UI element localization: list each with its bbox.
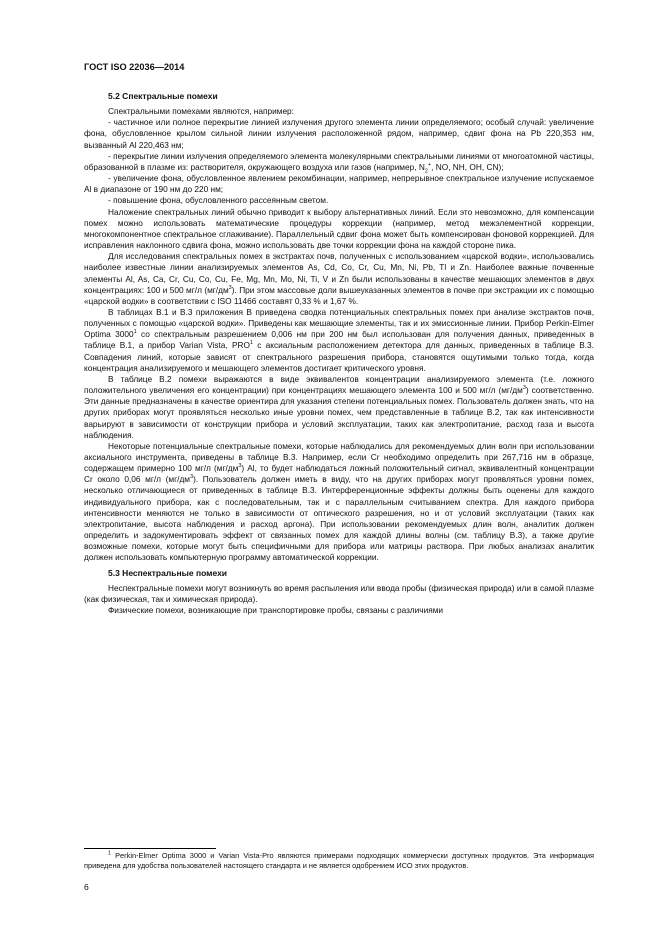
text-run: ). При этом массовые доли вышеуказанных элементов в почве при экстракции их с помощью «царской водки» в соответствии с ISO 11466 составят 0,33 % и 1,67 %. — [84, 284, 594, 306]
superscript: 3 — [238, 463, 242, 470]
subscript: 2 — [424, 168, 428, 175]
standard-header: ГОСТ ISO 22036—2014 — [84, 62, 185, 72]
paragraph: - увеличение фона, обусловленное явлением рекомбинации, например, непрерывное спектральное излучение испускаемое Al в диапазоне от 190 нм до 220 нм; — [84, 173, 594, 195]
paragraph: Неспектральные помехи могут возникнуть во время распыления или ввода пробы (физическая природа) или в самой плазме (как физическая, так и химическая природа). — [84, 582, 594, 604]
text-run: ) Al, то будет наблюдаться ложный положительный сигнал, эквивалентный концентрации Cr около 0,06 мг/л (мг/дм — [84, 463, 594, 485]
text-run: , NO, NH, OH, CN); — [431, 161, 504, 172]
text-run: В таблицах В.1 и В.3 приложения В приведена сводка потенциальных спектральных помех при анализе экстрактов почв, полученных с помощью «царской водки». Приведены как мешающие элементы, так и их эмиссионные линии. Прибор Perkin-Elmer Optima 3000 — [84, 306, 594, 340]
text-run: ) соответственно. Эти данные предназначены в качестве ориентира для указания степени потенциальных помех. Пользователь должен знать, что на других приборах могут проявляться несколько иные уровни помех, чем представленные в таблице В.2, так как интенсивности варьируют в зависимости от конструкции прибора и условий эксплуатации, таких как электропитание, расход газа и высота наблюдения. — [84, 385, 594, 440]
paragraph: - повышение фона, обусловленного рассеянным светом. — [108, 195, 329, 206]
footnote-divider — [84, 848, 216, 849]
paragraph — [84, 151, 594, 173]
paragraph — [84, 374, 594, 441]
paragraph: Физические помехи, возникающие при транспортировке пробы, связаны с различиями — [108, 605, 444, 616]
superscript: + — [427, 162, 432, 169]
main-content — [84, 91, 594, 616]
text-run: В таблице В.2 помехи выражаются в виде эквивалентов концентрации анализируемого элемента (т.е. ложного положительного увеличения его концентрации) при концентрациях мешающего элемента 100 и 500 мг/л (мг/дм — [84, 373, 594, 396]
text-run: Для исследования спектральных помех в экстрактах почв, полученных с использованием «царской водки», использовались наиболее известные линии анализируемых элементов As, Cd, Co, Cr, Cu, Mn, Ni, Pb, Tl и Zn. Наиболее важные почвенные элементы Al, As, Ca, Cr, Cu, Co, Cu, Fe, Mg, Mn, Mo, Ni, Ti, V и Zn были использованы в качестве мешающих элементов в двух концентрациях: 100 и 500 мг/л (мг/дм — [84, 251, 594, 295]
paragraph: Наложение спектральных линий обычно приводит к выбору альтернативных линий. Если это невозможно, для компенсации помех можно использовать математические процедуры коррекции (например, метод межэлементной коррекции, многокомпонентное спектральное сглаживание). Параллельный сдвиг фона может быть компенсирован фоновой коррекцией. Для исправления наклонного сдвига фона, можно использовать две точки коррекции фона на каждой стороне пика. — [84, 206, 594, 251]
footnote — [84, 851, 594, 871]
text-run: со спектральным разрешением 0,006 нм при 200 нм был использован для получения данных, приведенных в таблице В.1, а прибор Varian Vista, PRO — [84, 329, 594, 351]
text-run: - перекрытие линии излучения определяемого элемента молекулярными спектральными линиями от многоатомной частицы, образованной в плазме из: растворителя, окружающего воздуха или газов (например, N — [84, 150, 594, 172]
text-run: Некоторые потенциальные спектральные помехи, которые наблюдались для рекомендуемых длин волн при использовании аксиального инструмента, приведены в таблице В.3. Например, если Cr необходимо определить при 267,716 нм в образце, содержащем примерно 100 мг/л (мг/дм — [84, 440, 594, 474]
footnote-text: Perkin-Elmer Optima 3000 и Varian Vista-Pro являются примерами подходящих коммерчески доступных продуктов. Эта информация приведена для удобства пользователей настоящего стандарта и не является одобрением ИСО этих продуктов. — [84, 851, 594, 870]
section-5-2-title: 5.2 Спектральные помехи — [108, 91, 218, 101]
paragraph — [84, 251, 594, 307]
text-run: с аксиальным расположением детектора для данных, приведенных в таблице В.3. Совпадения линий, которые зависят от спектрального разрешения прибора, становятся ощутимыми только тогда, когда концентрация анализируемого и мешающего элементов достигает критического уровня. — [84, 340, 594, 373]
superscript: 3 — [228, 284, 232, 291]
paragraph: - частичное или полное перекрытие линией излучения другого элемента линии определяемого; особый случай: увеличение фона, обусловленное крылом сильной линии излучения расположенной рядом, например, сдвиг фона на Pb 220,353 нм, вызванный Al 220,463 нм; — [84, 117, 594, 150]
footnote-ref: 1 — [249, 340, 253, 347]
superscript: 3 — [522, 385, 526, 392]
paragraph — [84, 307, 594, 374]
paragraph — [84, 441, 594, 564]
text-run: ). Пользователь должен иметь в виду, что на других приборах могут проявляться уровни помех, несколько отличающиеся от приведенных в таблице В.3. Интерференционные эффекты должны быть оценены для каждого индивидуального прибора, как с последовательным, так и с параллельным считыванием спектра. Для каждого прибора интенсивности меняются не только в зависимости от оптического разрешения, но и от условий эксплуатации (таких как электропитание, высота наблюдения и расход аргона). При использовании рекомендуемых длин волн, аналитик должен определить и задокументировать эффект от связанных помех для каждой длины волны (см. таблицу В.3), а также другие возможные помехи, которые могут быть специфичными для прибора или матрицы раствора. При любых анализах аналитик должен использовать компьютерную программу автоматической коррекции. — [84, 474, 594, 563]
footnote-ref: 1 — [133, 329, 137, 336]
page-number: 6 — [84, 882, 89, 892]
section-5-3-title: 5.3 Неспектральные помехи — [108, 567, 228, 578]
paragraph: Спектральными помехами являются, например: — [108, 106, 294, 117]
superscript: 3 — [190, 474, 194, 481]
footnote-marker: 1 — [108, 850, 112, 857]
